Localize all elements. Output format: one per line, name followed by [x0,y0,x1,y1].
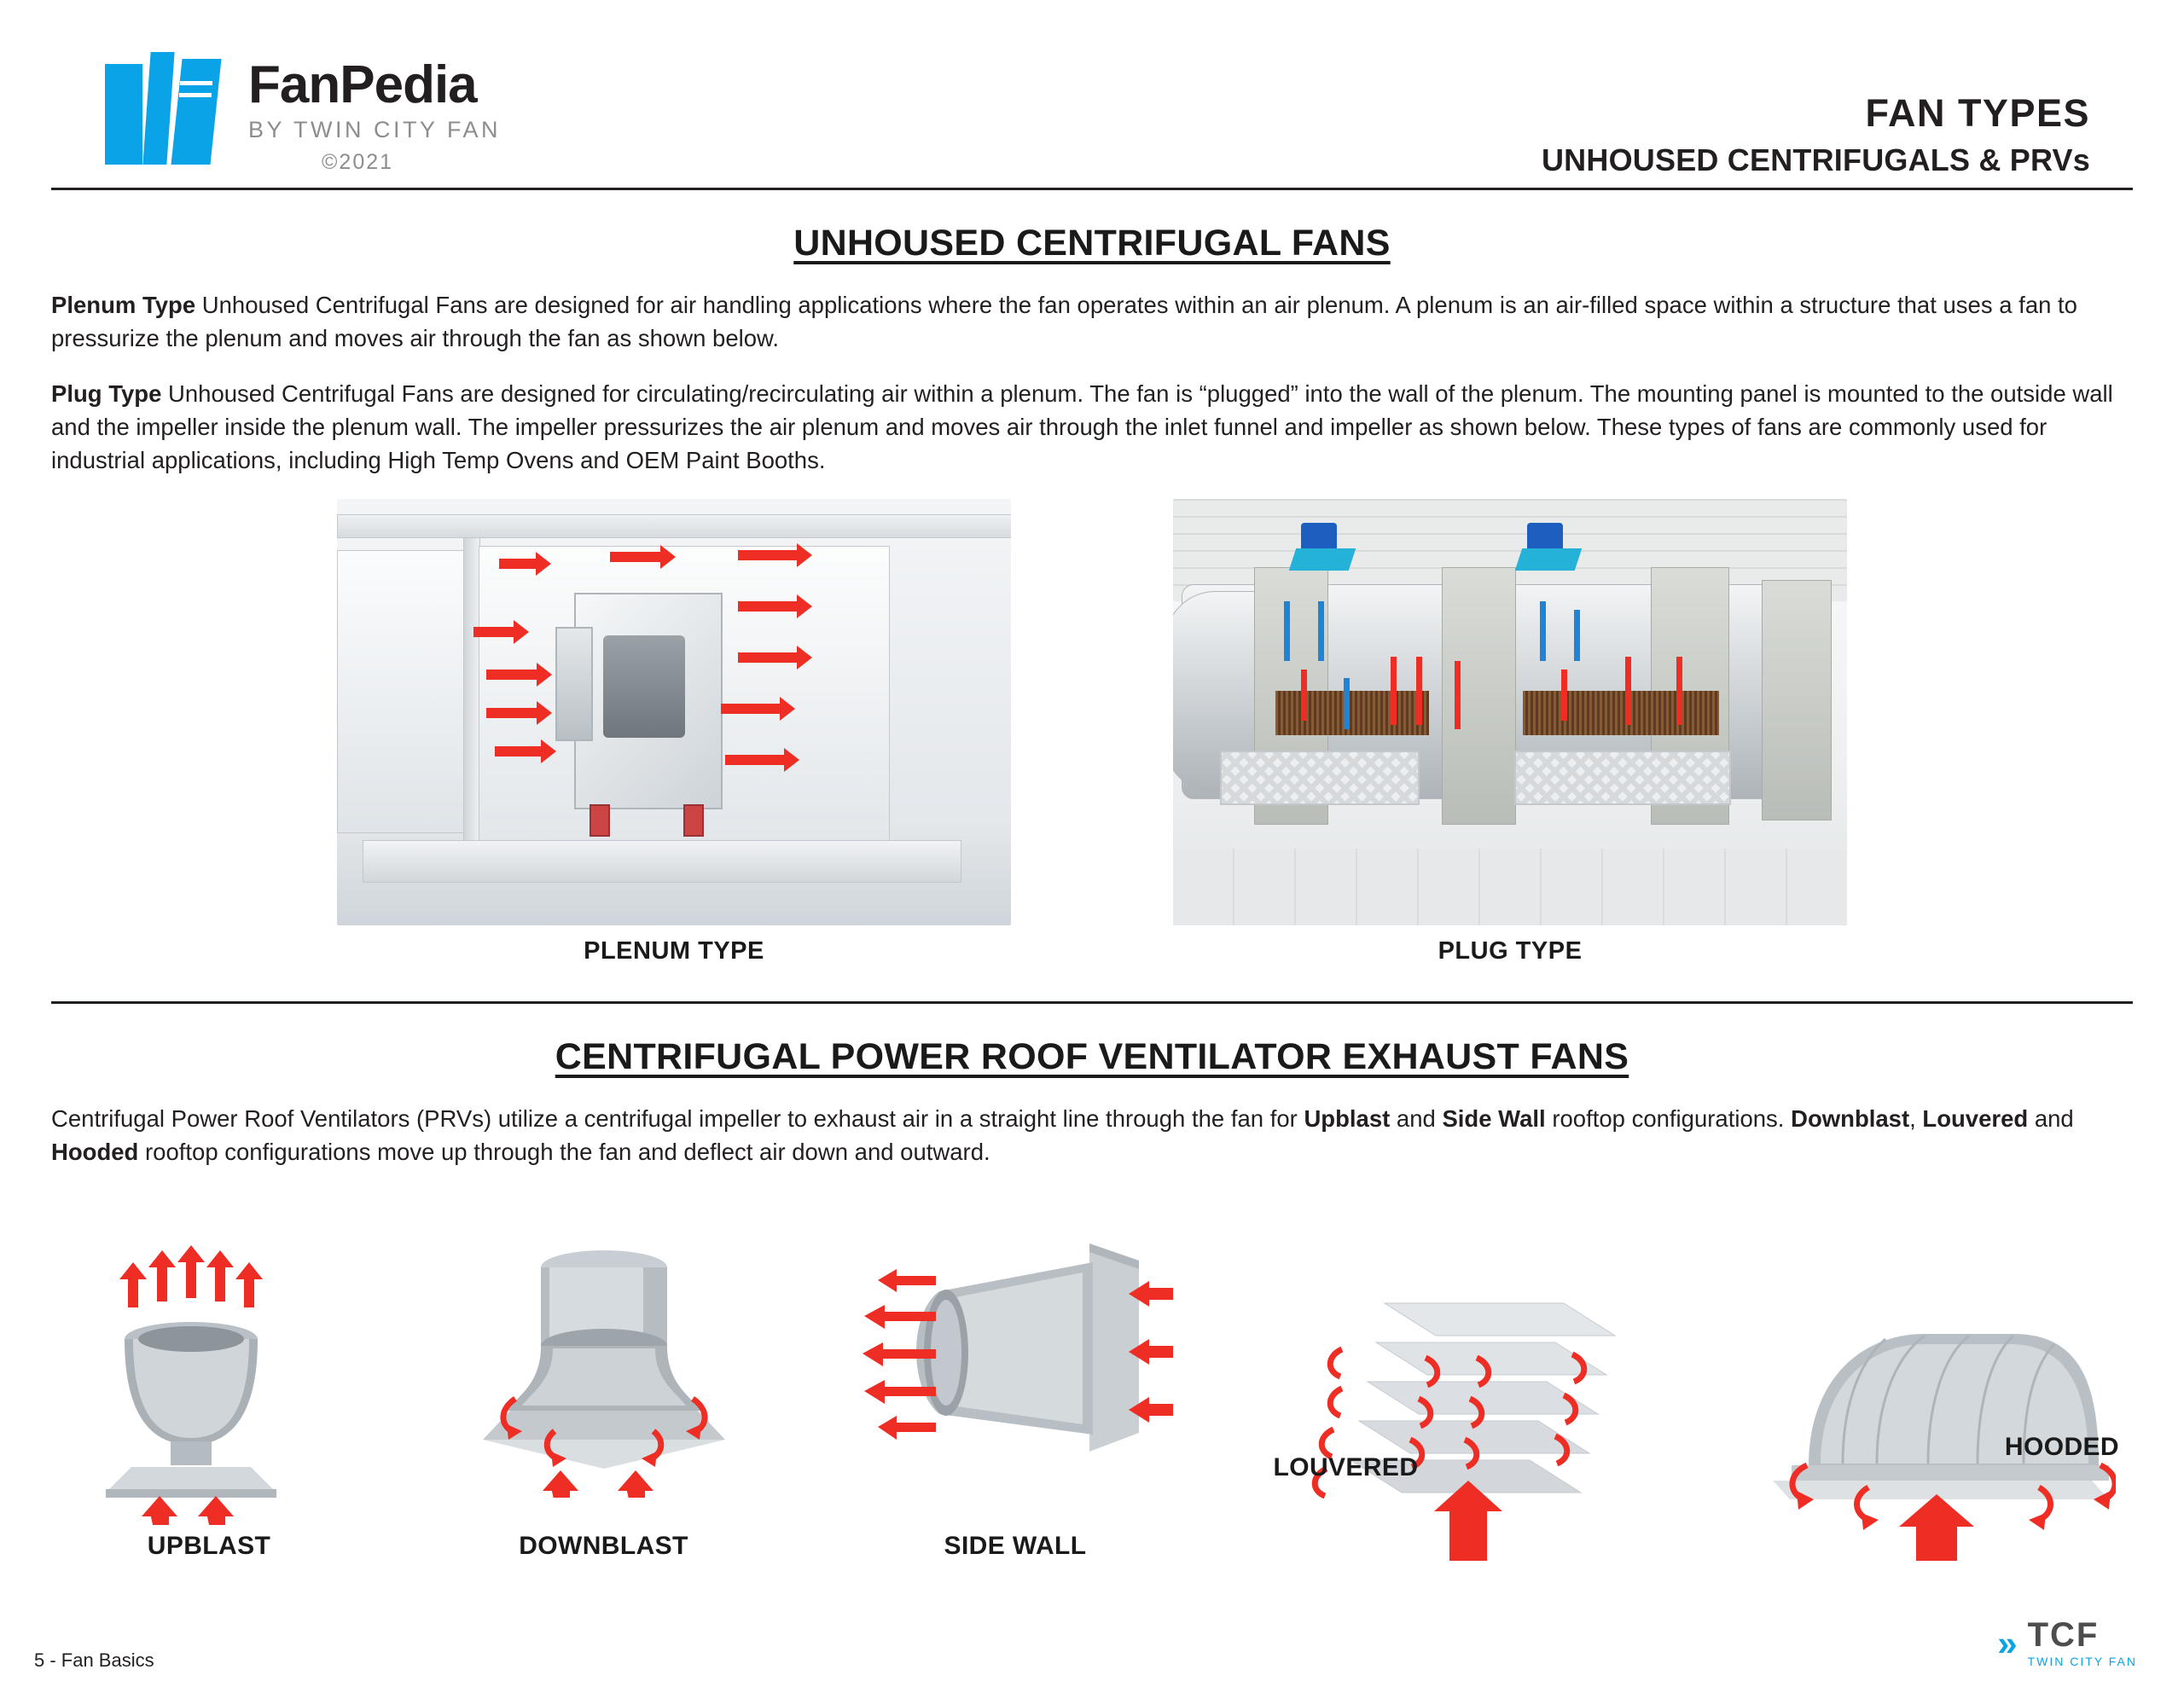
prv-text-2: and [1390,1105,1443,1133]
figure-plug [1173,499,1847,965]
prv-configurations [51,1194,2133,1561]
prv-label-hooded: HOODED [2004,1433,2119,1462]
section1-paragraph-1 [51,288,2133,355]
brand-name [248,55,501,114]
prv-bold-sidewall: Side Wall [1442,1105,1546,1133]
header-subtitle: UNHOUSED CENTRIFUGALS & PRVs [1541,142,2090,177]
page-header [51,0,2133,179]
prv-text-3: rooftop configurations. [1545,1105,1792,1133]
prv-text-6: rooftop configurations move up through the fan and deflect air down and outward. [138,1139,990,1166]
footer-page-label: 5 - Fan Basics [34,1649,154,1671]
section1-heading: UNHOUSED CENTRIFUGAL FANS [793,223,1391,264]
plug-type-body: Unhoused Centrifugal Fans are designed for circulating/recirculating air within a plenum. The fan is “plugged” into the wall of the plenum. The mounting panel is mounted to the outside wall and the impeller inside the plenum wall. The impeller pressurizes the air plenum and moves air through the inlet funnel and impeller as shown below. These types of fans are commonly used for industrial applications, including High Temp Ovens and OEM Paint Booths. [51,380,2113,474]
brand-name-part1: Fan [248,55,340,114]
prv-bold-hooded: Hooded [51,1139,139,1166]
prv-label-sidewall: SIDE WALL [944,1532,1087,1561]
section1-figures [51,499,2133,965]
sidewall-illustration [857,1220,1173,1475]
plenum-type-body: Unhoused Centrifugal Fans are designed for air handling applications where the fan operates within an air plenum. A plenum is an air-filled space within a structure that uses a fan to pressurize the plenum and moves air through the fan as shown below. [51,292,2077,352]
downblast-illustration [459,1216,749,1498]
prv-label-upblast: UPBLAST [147,1532,271,1561]
figure-plenum-caption: PLENUM TYPE [584,937,764,965]
plenum-type-lead: Plenum Type [51,292,196,318]
prv-item-sidewall [857,1220,1173,1561]
plug-type-illustration [1173,499,1847,925]
tcf-logo-sub: TWIN CITY FAN [2027,1655,2137,1668]
prv-label-downblast: DOWNBLAST [519,1532,688,1561]
prv-item-upblast [68,1244,350,1561]
section1-paragraph-2 [51,377,2133,477]
tcf-logo-text: TCF [2027,1616,2100,1654]
prv-text-5: and [2028,1105,2074,1133]
plenum-type-illustration [337,499,1011,925]
header-divider [51,188,2133,190]
section-divider [51,1001,2133,1004]
section2-paragraph [51,1102,2133,1168]
fanpedia-books-icon [98,47,226,165]
louvered-illustration [1282,1279,1649,1561]
figure-plenum [337,499,1011,965]
chevron-right-icon: » [1997,1622,2009,1663]
prv-text-1: Centrifugal Power Roof Ventilators (PRVs) utilize a centrifugal impeller to exhaust air in a straight line through the fan for [51,1105,1304,1133]
prv-item-hooded [1757,1305,2119,1561]
brand-logo [98,47,501,175]
figure-plug-caption: PLUG TYPE [1438,937,1583,965]
prv-bold-louvered: Louvered [1922,1105,2029,1133]
prv-item-louvered [1273,1279,1649,1561]
brand-tagline: BY TWIN CITY FAN [248,117,502,142]
prv-item-downblast [459,1216,749,1561]
header-titles [1542,47,2090,178]
prv-bold-upblast: Upblast [1304,1105,1391,1133]
prv-bold-downblast: Downblast [1791,1105,1910,1133]
brand-text-block [248,47,501,175]
plug-type-lead: Plug Type [51,380,162,408]
upblast-illustration [68,1244,350,1525]
tcf-logo [1997,1618,2137,1668]
header-title: FAN TYPES [1865,91,2090,135]
prv-label-louvered: LOUVERED [1273,1453,1419,1482]
brand-copyright: ©2021 [322,150,394,174]
brand-name-part2: Pedia [340,55,477,114]
prv-text-4: , [1909,1105,1923,1133]
section2-heading: CENTRIFUGAL POWER ROOF VENTILATOR EXHAUST FANS [555,1036,1629,1078]
